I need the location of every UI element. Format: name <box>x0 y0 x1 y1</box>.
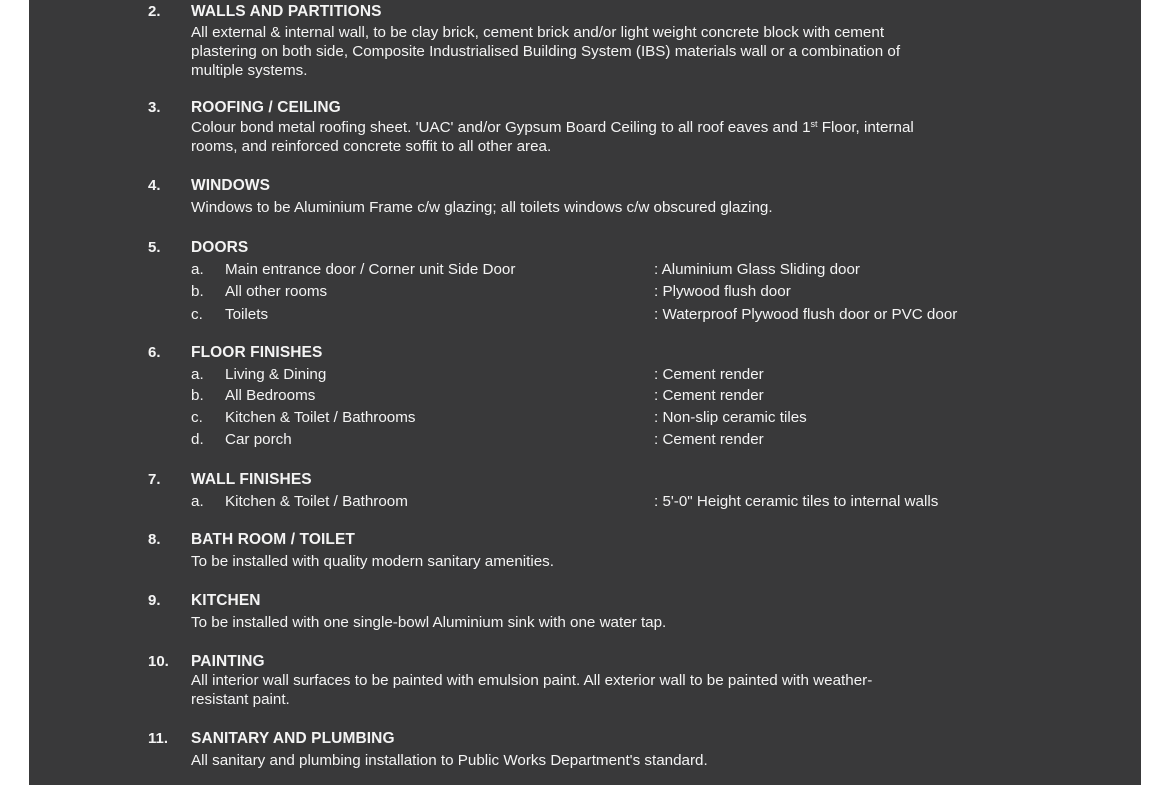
section-title: WALLS AND PARTITIONS <box>191 3 382 20</box>
section-body <box>191 751 1011 770</box>
section-number: 8. <box>148 531 161 548</box>
section-body <box>191 671 1011 709</box>
item-value: : Waterproof Plywood flush door or PVC door <box>654 306 958 323</box>
section-body <box>191 613 1011 632</box>
item-value: : Cement render <box>654 366 764 383</box>
section-title: DOORS <box>191 239 249 256</box>
item-label: All Bedrooms <box>225 387 316 404</box>
item-value: : Non-slip ceramic tiles <box>654 409 807 426</box>
list-item <box>29 260 1141 280</box>
item-label: Car porch <box>225 431 292 448</box>
section-number: 10. <box>148 653 169 670</box>
body-line: All interior wall surfaces to be painted with emulsion paint. All exterior wall to be painted with weather- <box>191 672 873 689</box>
body-text: Floor, internal <box>817 119 914 136</box>
item-value: : Cement render <box>654 431 764 448</box>
section-number: 9. <box>148 592 161 609</box>
body-line: All external & internal wall, to be clay brick, cement brick and/or light weight concrete block with cement <box>191 24 885 41</box>
item-letter: d. <box>191 431 204 448</box>
section-title: WINDOWS <box>191 177 271 194</box>
item-label: All other rooms <box>225 283 328 300</box>
item-letter: b. <box>191 283 204 300</box>
specification-page <box>29 0 1141 785</box>
section-body <box>191 23 1011 80</box>
item-value: : Aluminium Glass Sliding door <box>654 261 860 278</box>
section-title: BATH ROOM / TOILET <box>191 531 355 548</box>
section-number: 4. <box>148 177 161 194</box>
item-value: : Plywood flush door <box>654 283 791 300</box>
body-text: Colour bond metal roofing sheet. 'UAC' and/or Gypsum Board Ceiling to all roof eaves and 1 <box>191 119 811 136</box>
body-line: rooms, and reinforced concrete soffit to all other area. <box>191 138 552 155</box>
body-line: All sanitary and plumbing installation to Public Works Department's standard. <box>191 752 708 769</box>
section-title: PAINTING <box>191 653 265 670</box>
list-item <box>29 430 1141 450</box>
section-title: WALL FINISHES <box>191 471 312 488</box>
item-letter: c. <box>191 409 203 426</box>
item-label: Toilets <box>225 306 269 323</box>
list-item <box>29 365 1141 385</box>
item-label: Main entrance door / Corner unit Side Door <box>225 261 516 278</box>
item-letter: c. <box>191 306 203 323</box>
section-body <box>191 198 1011 217</box>
section-body <box>191 118 1011 156</box>
item-letter: a. <box>191 493 204 510</box>
item-label: Kitchen & Toilet / Bathrooms <box>225 409 416 426</box>
section-title: SANITARY AND PLUMBING <box>191 730 395 747</box>
body-line: Windows to be Aluminium Frame c/w glazing; all toilets windows c/w obscured glazing. <box>191 199 773 216</box>
item-value: : 5'-0" Height ceramic tiles to internal walls <box>654 493 939 510</box>
list-item <box>29 282 1141 302</box>
body-line: To be installed with one single-bowl Aluminium sink with one water tap. <box>191 614 667 631</box>
section-number: 5. <box>148 239 161 256</box>
section-number: 3. <box>148 99 161 116</box>
list-item <box>29 305 1141 325</box>
item-letter: a. <box>191 366 204 383</box>
item-value: : Cement render <box>654 387 764 404</box>
item-label: Living & Dining <box>225 366 327 383</box>
section-title: KITCHEN <box>191 592 261 609</box>
item-label: Kitchen & Toilet / Bathroom <box>225 493 408 510</box>
section-title: ROOFING / CEILING <box>191 99 341 116</box>
body-line: plastering on both side, Composite Industrialised Building System (IBS) materials wall or a combination of <box>191 43 901 60</box>
section-body <box>191 552 1011 571</box>
superscript: st <box>810 119 818 129</box>
list-item <box>29 408 1141 428</box>
section-number: 7. <box>148 471 161 488</box>
list-item <box>29 492 1141 512</box>
section-number: 11. <box>148 730 169 747</box>
body-line: multiple systems. <box>191 62 308 79</box>
list-item <box>29 386 1141 406</box>
item-letter: a. <box>191 261 204 278</box>
section-number: 6. <box>148 344 161 361</box>
item-letter: b. <box>191 387 204 404</box>
body-line: resistant paint. <box>191 691 290 708</box>
body-line: To be installed with quality modern sanitary amenities. <box>191 553 554 570</box>
section-title: FLOOR FINISHES <box>191 344 323 361</box>
body-line <box>191 118 1011 137</box>
section-number: 2. <box>148 3 161 20</box>
